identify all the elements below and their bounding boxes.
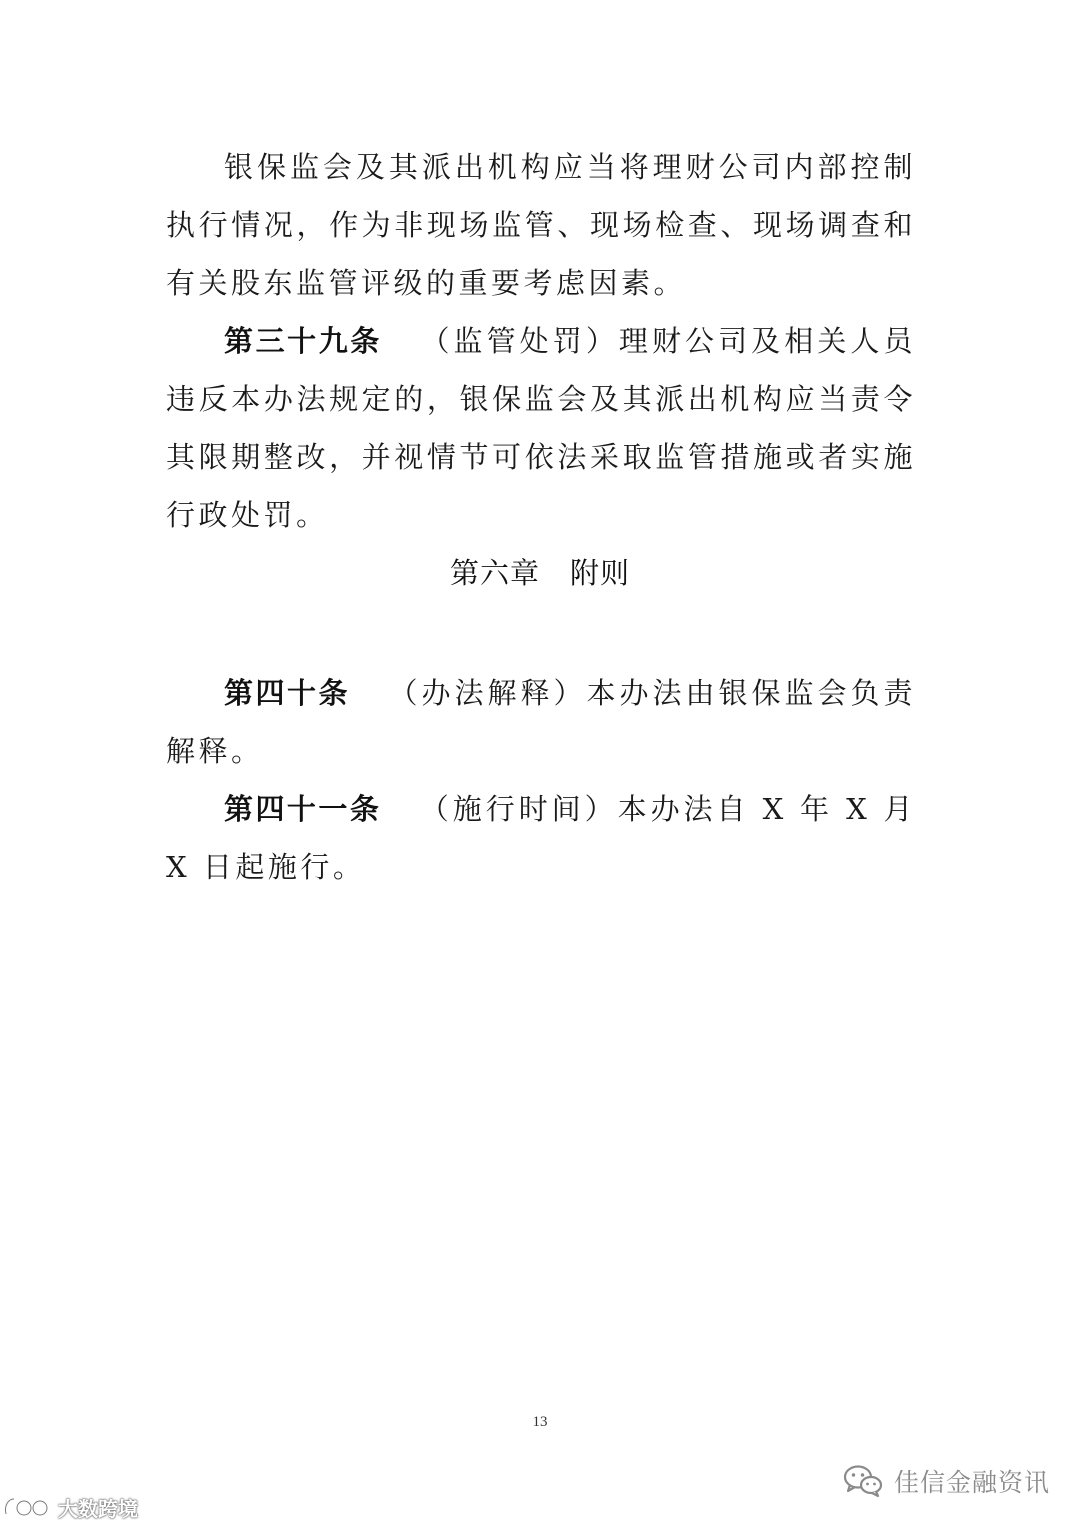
brand-logo-icon xyxy=(2,1494,52,1520)
article-41-heading: 第四十一条 xyxy=(224,792,382,826)
article-39-heading: 第三十九条 xyxy=(224,324,382,358)
article-41-paragraph xyxy=(166,780,916,896)
watermark-left xyxy=(2,1490,138,1524)
paragraph-internal-control xyxy=(166,138,916,312)
article-39-paragraph xyxy=(166,312,916,544)
article-41-text: （施行时间）本办法自 X 年 X 月 X 日起施行。 xyxy=(166,792,916,884)
paragraph-text: 银保监会及其派出机构应当将理财公司内部控制执行情况，作为非现场监管、现场检查、现场调查和有关股东监管评级的重要考虑因素。 xyxy=(166,150,916,300)
watermark-right-text: 佳信金融资讯 xyxy=(893,1468,1050,1497)
watermark-left-text: 大数跨境 xyxy=(58,1496,138,1521)
page-number: 13 xyxy=(532,1414,548,1430)
chapter-title: 第六章 附则 xyxy=(449,556,630,590)
article-40-paragraph xyxy=(166,664,916,780)
article-40-heading: 第四十条 xyxy=(224,676,350,710)
watermark-right xyxy=(842,1461,1050,1501)
body-block-top xyxy=(166,138,916,544)
article-40-text: （办法解释）本办法由银保监会负责解释。 xyxy=(166,676,916,768)
body-block-bottom xyxy=(166,664,916,896)
wechat-icon xyxy=(842,1463,884,1499)
article-39-text: （监管处罚）理财公司及相关人员违反本办法规定的，银保监会及其派出机构应当责令其限期整改，并视情节可依法采取监管措施或者实施行政处罚。 xyxy=(166,324,916,532)
